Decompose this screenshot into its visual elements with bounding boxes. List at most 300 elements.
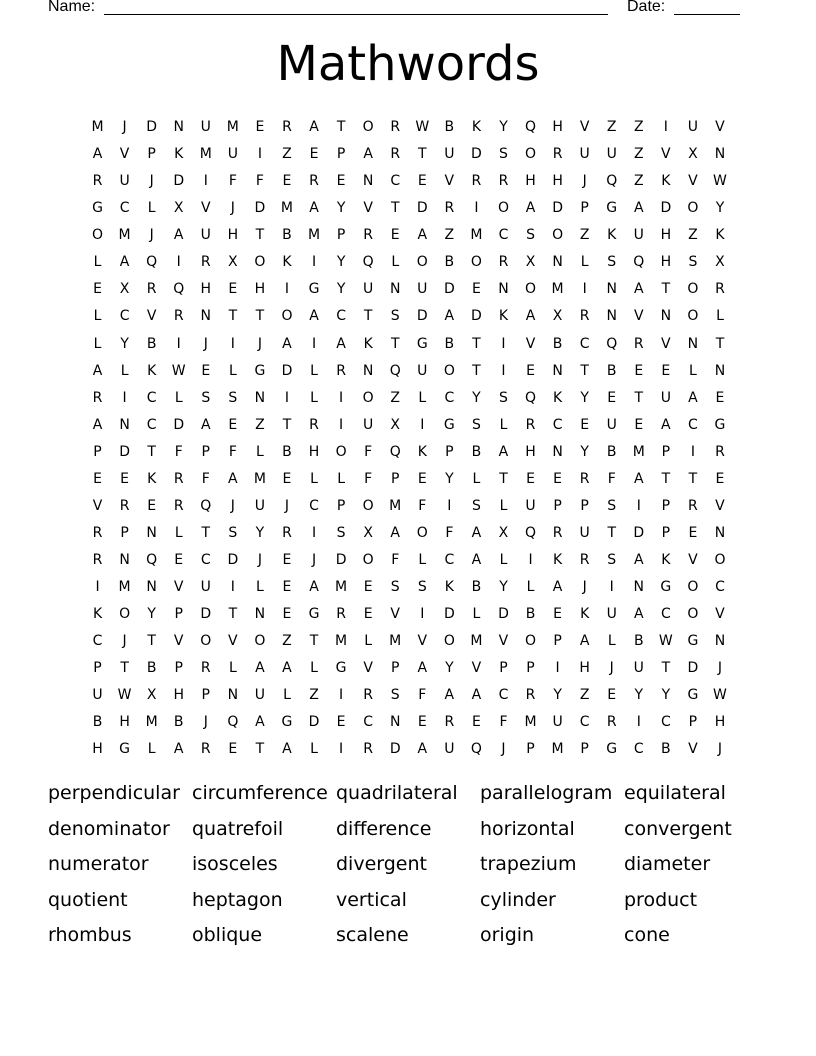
grid-letter[interactable]: M [551,281,564,298]
grid-letter[interactable]: H [552,119,563,136]
grid-letter[interactable]: J [284,497,290,514]
grid-letter[interactable]: R [200,660,211,677]
grid-letter[interactable]: F [418,687,427,704]
grid-letter[interactable]: M [632,443,645,460]
grid-letter[interactable]: E [580,416,590,433]
grid-letter[interactable]: G [254,362,266,379]
grid-letter[interactable]: N [389,281,401,298]
grid-letter[interactable]: M [551,741,564,758]
grid-letter[interactable]: J [582,173,587,190]
grid-letter[interactable]: L [93,254,102,271]
grid-letter[interactable]: D [227,552,239,569]
grid-letter[interactable]: H [92,741,103,758]
grid-letter[interactable]: L [499,497,508,514]
grid-letter[interactable]: F [174,443,183,460]
grid-letter[interactable]: A [552,579,563,596]
grid-letter[interactable]: A [255,660,265,677]
grid-letter[interactable]: N [606,308,617,325]
grid-letter[interactable]: C [363,714,374,731]
grid-letter[interactable]: O [254,633,266,650]
grid-letter[interactable]: K [661,173,671,190]
grid-letter[interactable]: K [147,470,157,487]
grid-letter[interactable]: U [254,497,266,514]
grid-letter[interactable]: E [201,362,211,379]
grid-letter[interactable]: T [390,335,400,352]
grid-letter[interactable]: I [230,335,235,352]
grid-letter[interactable]: G [687,687,699,704]
grid-letter[interactable]: R [498,173,509,190]
grid-letter[interactable]: R [525,687,536,704]
grid-letter[interactable]: M [253,470,266,487]
grid-letter[interactable]: N [254,606,266,623]
grid-letter[interactable]: E [526,470,535,487]
grid-letter[interactable]: V [200,200,211,217]
grid-letter[interactable]: T [255,308,265,325]
grid-letter[interactable]: A [417,741,428,758]
grid-letter[interactable]: N [362,173,374,190]
grid-letter[interactable]: N [173,119,184,136]
grid-letter[interactable]: Q [606,173,618,190]
grid-letter[interactable]: E [174,552,184,569]
grid-letter[interactable]: O [687,579,699,596]
grid-letter[interactable]: L [174,389,183,406]
grid-letter[interactable]: I [636,497,641,514]
grid-letter[interactable]: C [688,416,698,433]
grid-letter[interactable]: A [200,416,211,433]
grid-letter[interactable]: P [580,741,589,758]
grid-letter[interactable]: R [552,524,563,541]
grid-letter[interactable]: K [580,606,590,623]
grid-letter[interactable]: B [471,443,482,460]
grid-letter[interactable]: J [230,497,235,514]
grid-letter[interactable]: U [119,173,130,190]
grid-letter[interactable]: O [687,606,699,623]
grid-letter[interactable]: R [390,119,401,136]
grid-letter[interactable]: S [417,579,427,596]
grid-letter[interactable]: J [122,633,127,650]
grid-letter[interactable]: F [228,173,237,190]
grid-letter[interactable]: T [147,633,156,650]
grid-letter[interactable]: O [362,119,374,136]
grid-letter[interactable]: T [309,633,319,650]
grid-letter[interactable]: I [420,416,425,433]
grid-letter[interactable]: C [92,633,103,650]
grid-letter[interactable]: E [715,389,725,406]
grid-letter[interactable]: J [203,335,208,352]
grid-letter[interactable]: T [688,470,698,487]
grid-letter[interactable]: E [282,173,292,190]
grid-letter[interactable]: Q [146,254,158,271]
grid-letter[interactable]: T [661,470,671,487]
grid-letter[interactable]: C [715,579,725,596]
grid-letter[interactable]: V [228,633,238,650]
grid-letter[interactable]: A [471,552,482,569]
grid-letter[interactable]: E [715,470,725,487]
grid-letter[interactable]: U [92,687,103,704]
grid-letter[interactable]: I [311,524,317,541]
grid-letter[interactable]: X [173,200,184,217]
grid-letter[interactable]: K [147,362,157,379]
grid-letter[interactable]: D [443,281,455,298]
grid-letter[interactable]: H [660,227,672,244]
grid-letter[interactable]: Z [255,416,265,433]
grid-letter[interactable]: H [254,281,266,298]
grid-letter[interactable]: P [526,660,535,677]
grid-letter[interactable]: D [471,308,482,325]
grid-letter[interactable]: T [607,524,616,541]
grid-letter[interactable]: I [582,281,587,298]
grid-letter[interactable]: O [687,200,699,217]
grid-letter[interactable]: R [119,497,130,514]
grid-letter[interactable]: C [309,497,319,514]
grid-letter[interactable]: R [92,389,103,406]
grid-letter[interactable]: R [309,416,319,433]
grid-letter[interactable]: F [201,470,210,487]
grid-letter[interactable]: L [310,389,318,406]
grid-letter[interactable]: C [336,308,346,325]
grid-letter[interactable]: L [310,741,318,758]
grid-letter[interactable]: Z [606,119,617,136]
grid-letter[interactable]: A [444,308,455,325]
grid-letter[interactable]: Q [389,362,401,379]
grid-letter[interactable]: Y [255,524,265,541]
grid-letter[interactable]: O [362,552,374,569]
grid-letter[interactable]: R [336,362,346,379]
grid-letter[interactable]: H [119,714,130,731]
grid-letter[interactable]: R [309,173,319,190]
grid-letter[interactable]: U [200,119,211,136]
grid-letter[interactable]: Y [147,606,156,623]
grid-letter[interactable]: P [580,497,589,514]
grid-letter[interactable]: B [146,660,157,677]
grid-letter[interactable]: S [499,146,508,163]
grid-letter[interactable]: B [525,606,536,623]
grid-letter[interactable]: P [390,470,400,487]
grid-letter[interactable]: H [308,443,320,460]
grid-letter[interactable]: E [255,119,265,136]
grid-letter[interactable]: Z [444,227,455,244]
grid-letter[interactable]: Y [499,579,508,596]
grid-letter[interactable]: R [173,470,184,487]
grid-letter[interactable]: R [715,443,725,460]
grid-letter[interactable]: K [471,119,481,136]
grid-letter[interactable]: O [416,524,428,541]
grid-letter[interactable]: U [606,606,617,623]
grid-letter[interactable]: G [281,714,293,731]
grid-letter[interactable]: T [363,308,373,325]
grid-letter[interactable]: N [146,579,157,596]
grid-letter[interactable]: H [173,687,184,704]
grid-letter[interactable]: A [498,443,509,460]
grid-letter[interactable]: I [203,173,208,190]
grid-letter[interactable]: N [552,254,563,271]
grid-letter[interactable]: M [335,633,348,650]
grid-letter[interactable]: V [661,146,671,163]
grid-letter[interactable]: U [687,119,699,136]
grid-letter[interactable]: G [606,741,618,758]
grid-letter[interactable]: A [633,281,644,298]
grid-letter[interactable]: C [119,200,130,217]
grid-letter[interactable]: N [714,524,726,541]
grid-letter[interactable]: U [552,714,563,731]
grid-letter[interactable]: X [363,524,373,541]
grid-letter[interactable]: T [120,660,129,677]
grid-letter[interactable]: N [254,389,266,406]
grid-letter[interactable]: P [174,606,183,623]
grid-letter[interactable]: D [146,119,158,136]
grid-letter[interactable]: U [633,660,644,677]
grid-letter[interactable]: L [391,254,400,271]
grid-letter[interactable]: D [254,200,266,217]
grid-letter[interactable]: N [498,281,509,298]
grid-letter[interactable]: T [201,524,211,541]
grid-letter[interactable]: S [471,416,481,433]
grid-letter[interactable]: L [228,660,237,677]
grid-letter[interactable]: L [147,741,156,758]
grid-letter[interactable]: I [690,443,695,460]
grid-letter[interactable]: W [713,687,727,704]
grid-letter[interactable]: S [390,687,400,704]
grid-letter[interactable]: M [118,227,131,244]
grid-letter[interactable]: A [661,416,671,433]
grid-letter[interactable]: U [444,741,455,758]
grid-letter[interactable]: U [660,389,671,406]
grid-letter[interactable]: T [580,362,589,379]
grid-letter[interactable]: V [633,308,644,325]
grid-letter[interactable]: U [579,524,590,541]
grid-letter[interactable]: G [443,416,455,433]
grid-letter[interactable]: J [609,660,614,677]
grid-letter[interactable]: C [579,714,590,731]
grid-letter[interactable]: N [552,443,563,460]
grid-letter[interactable]: A [417,227,428,244]
grid-letter[interactable]: H [552,173,563,190]
grid-letter[interactable]: R [390,146,401,163]
grid-letter[interactable]: A [633,470,644,487]
grid-letter[interactable]: D [687,660,699,677]
grid-letter[interactable]: V [417,633,428,650]
grid-letter[interactable]: B [146,335,157,352]
grid-letter[interactable]: F [607,470,616,487]
grid-letter[interactable]: I [230,579,235,596]
grid-letter[interactable]: D [119,443,130,460]
grid-letter[interactable]: I [339,687,344,704]
grid-letter[interactable]: C [146,416,157,433]
grid-letter[interactable]: U [606,146,617,163]
grid-letter[interactable]: N [146,524,157,541]
grid-letter[interactable]: V [715,497,725,514]
grid-letter[interactable]: P [526,741,535,758]
grid-letter[interactable]: T [499,470,508,487]
grid-letter[interactable]: W [713,173,727,190]
grid-letter[interactable]: K [417,443,427,460]
grid-letter[interactable]: E [282,552,292,569]
grid-letter[interactable]: U [200,579,211,596]
grid-letter[interactable]: I [528,552,533,569]
grid-letter[interactable]: U [417,362,428,379]
grid-letter[interactable]: G [416,335,428,352]
grid-letter[interactable]: G [714,416,726,433]
grid-letter[interactable]: M [307,227,321,244]
grid-letter[interactable]: I [176,254,181,271]
grid-letter[interactable]: T [228,606,238,623]
grid-letter[interactable]: Y [445,470,454,487]
grid-letter[interactable]: I [257,146,262,163]
grid-letter[interactable]: L [607,633,616,650]
grid-letter[interactable]: H [714,714,726,731]
grid-letter[interactable]: T [418,146,427,163]
grid-letter[interactable]: V [92,497,103,514]
grid-letter[interactable]: R [471,173,482,190]
grid-letter[interactable]: A [525,200,536,217]
grid-letter[interactable]: D [660,200,672,217]
grid-letter[interactable]: H [525,173,536,190]
grid-letter[interactable]: X [688,146,698,163]
grid-letter[interactable]: L [256,443,264,460]
grid-letter[interactable]: I [284,281,290,298]
grid-letter[interactable]: E [228,741,238,758]
grid-letter[interactable]: U [363,416,374,433]
grid-letter[interactable]: Z [633,173,644,190]
grid-letter[interactable]: J [149,173,154,190]
grid-letter[interactable]: G [119,741,131,758]
grid-letter[interactable]: M [524,714,537,731]
grid-letter[interactable]: R [173,308,184,325]
grid-letter[interactable]: V [444,173,455,190]
grid-letter[interactable]: Z [633,119,644,136]
grid-letter[interactable]: B [282,443,292,460]
grid-letter[interactable]: R [92,173,103,190]
grid-letter[interactable]: D [416,200,428,217]
grid-letter[interactable]: D [633,524,645,541]
grid-letter[interactable]: D [308,714,320,731]
grid-letter[interactable]: K [444,579,454,596]
grid-letter[interactable]: E [282,579,292,596]
grid-letter[interactable]: V [688,173,698,190]
grid-letter[interactable]: R [200,741,211,758]
grid-letter[interactable]: R [579,552,590,569]
grid-letter[interactable]: F [499,714,508,731]
grid-letter[interactable]: G [606,200,618,217]
grid-letter[interactable]: A [309,308,319,325]
grid-letter[interactable]: P [390,660,400,677]
grid-letter[interactable]: V [173,633,184,650]
grid-letter[interactable]: I [474,200,479,217]
grid-letter[interactable]: K [282,254,292,271]
grid-letter[interactable]: N [362,362,374,379]
grid-letter[interactable]: E [526,362,535,379]
grid-letter[interactable]: E [688,524,698,541]
grid-letter[interactable]: S [336,524,346,541]
grid-letter[interactable]: A [579,633,590,650]
grid-letter[interactable]: I [447,497,452,514]
grid-letter[interactable]: Y [445,660,454,677]
grid-letter[interactable]: T [715,335,725,352]
grid-letter[interactable]: R [92,524,103,541]
grid-letter[interactable]: D [443,606,455,623]
grid-letter[interactable]: R [579,308,590,325]
grid-letter[interactable]: S [201,389,211,406]
grid-letter[interactable]: O [525,146,537,163]
grid-letter[interactable]: A [309,200,319,217]
grid-letter[interactable]: S [390,308,400,325]
grid-letter[interactable]: R [552,146,563,163]
grid-letter[interactable]: V [715,119,725,136]
grid-letter[interactable]: W [415,119,430,136]
grid-letter[interactable]: J [122,119,127,136]
grid-letter[interactable]: E [282,470,292,487]
grid-letter[interactable]: F [418,497,427,514]
grid-letter[interactable]: H [660,254,672,271]
grid-letter[interactable]: N [633,579,645,596]
grid-letter[interactable]: E [661,362,671,379]
grid-letter[interactable]: L [526,579,535,596]
grid-letter[interactable]: T [661,660,671,677]
grid-letter[interactable]: P [174,660,183,677]
grid-letter[interactable]: I [95,579,100,596]
grid-letter[interactable]: D [335,552,347,569]
grid-letter[interactable]: T [228,308,238,325]
grid-letter[interactable]: P [201,687,210,704]
grid-letter[interactable]: U [579,146,590,163]
grid-letter[interactable]: J [257,552,262,569]
grid-letter[interactable]: C [633,741,644,758]
date-blank-line[interactable] [674,14,740,15]
grid-letter[interactable]: L [472,470,481,487]
grid-letter[interactable]: N [714,146,726,163]
grid-letter[interactable]: P [445,443,454,460]
grid-letter[interactable]: E [390,227,400,244]
grid-letter[interactable]: A [228,470,238,487]
grid-letter[interactable]: X [525,254,536,271]
grid-letter[interactable]: Q [362,254,374,271]
grid-letter[interactable]: U [227,146,238,163]
grid-letter[interactable]: O [443,633,455,650]
grid-letter[interactable]: A [336,335,346,352]
grid-letter[interactable]: T [472,335,481,352]
grid-letter[interactable]: L [499,552,508,569]
grid-letter[interactable]: H [200,281,212,298]
grid-letter[interactable]: K [661,552,671,569]
grid-letter[interactable]: N [714,362,726,379]
grid-letter[interactable]: I [663,119,668,136]
grid-letter[interactable]: B [471,579,482,596]
grid-letter[interactable]: B [282,227,292,244]
grid-letter[interactable]: N [227,687,239,704]
grid-letter[interactable]: S [228,524,238,541]
grid-letter[interactable]: R [525,416,536,433]
grid-letter[interactable]: N [119,552,130,569]
grid-letter[interactable]: H [227,227,239,244]
grid-letter[interactable]: R [146,281,157,298]
grid-letter[interactable]: E [634,362,644,379]
grid-letter[interactable]: E [607,389,617,406]
grid-letter[interactable]: I [609,579,614,596]
grid-letter[interactable]: R [363,227,374,244]
grid-letter[interactable]: E [471,281,481,298]
grid-letter[interactable]: P [661,443,671,460]
grid-letter[interactable]: C [579,335,590,352]
grid-letter[interactable]: A [471,687,482,704]
grid-letter[interactable]: M [199,146,212,163]
grid-letter[interactable]: B [444,335,455,352]
grid-letter[interactable]: V [661,335,671,352]
grid-letter[interactable]: I [122,389,127,406]
name-blank-line[interactable] [104,14,608,15]
grid-letter[interactable]: U [633,227,644,244]
grid-letter[interactable]: T [255,227,265,244]
grid-letter[interactable]: O [254,254,266,271]
